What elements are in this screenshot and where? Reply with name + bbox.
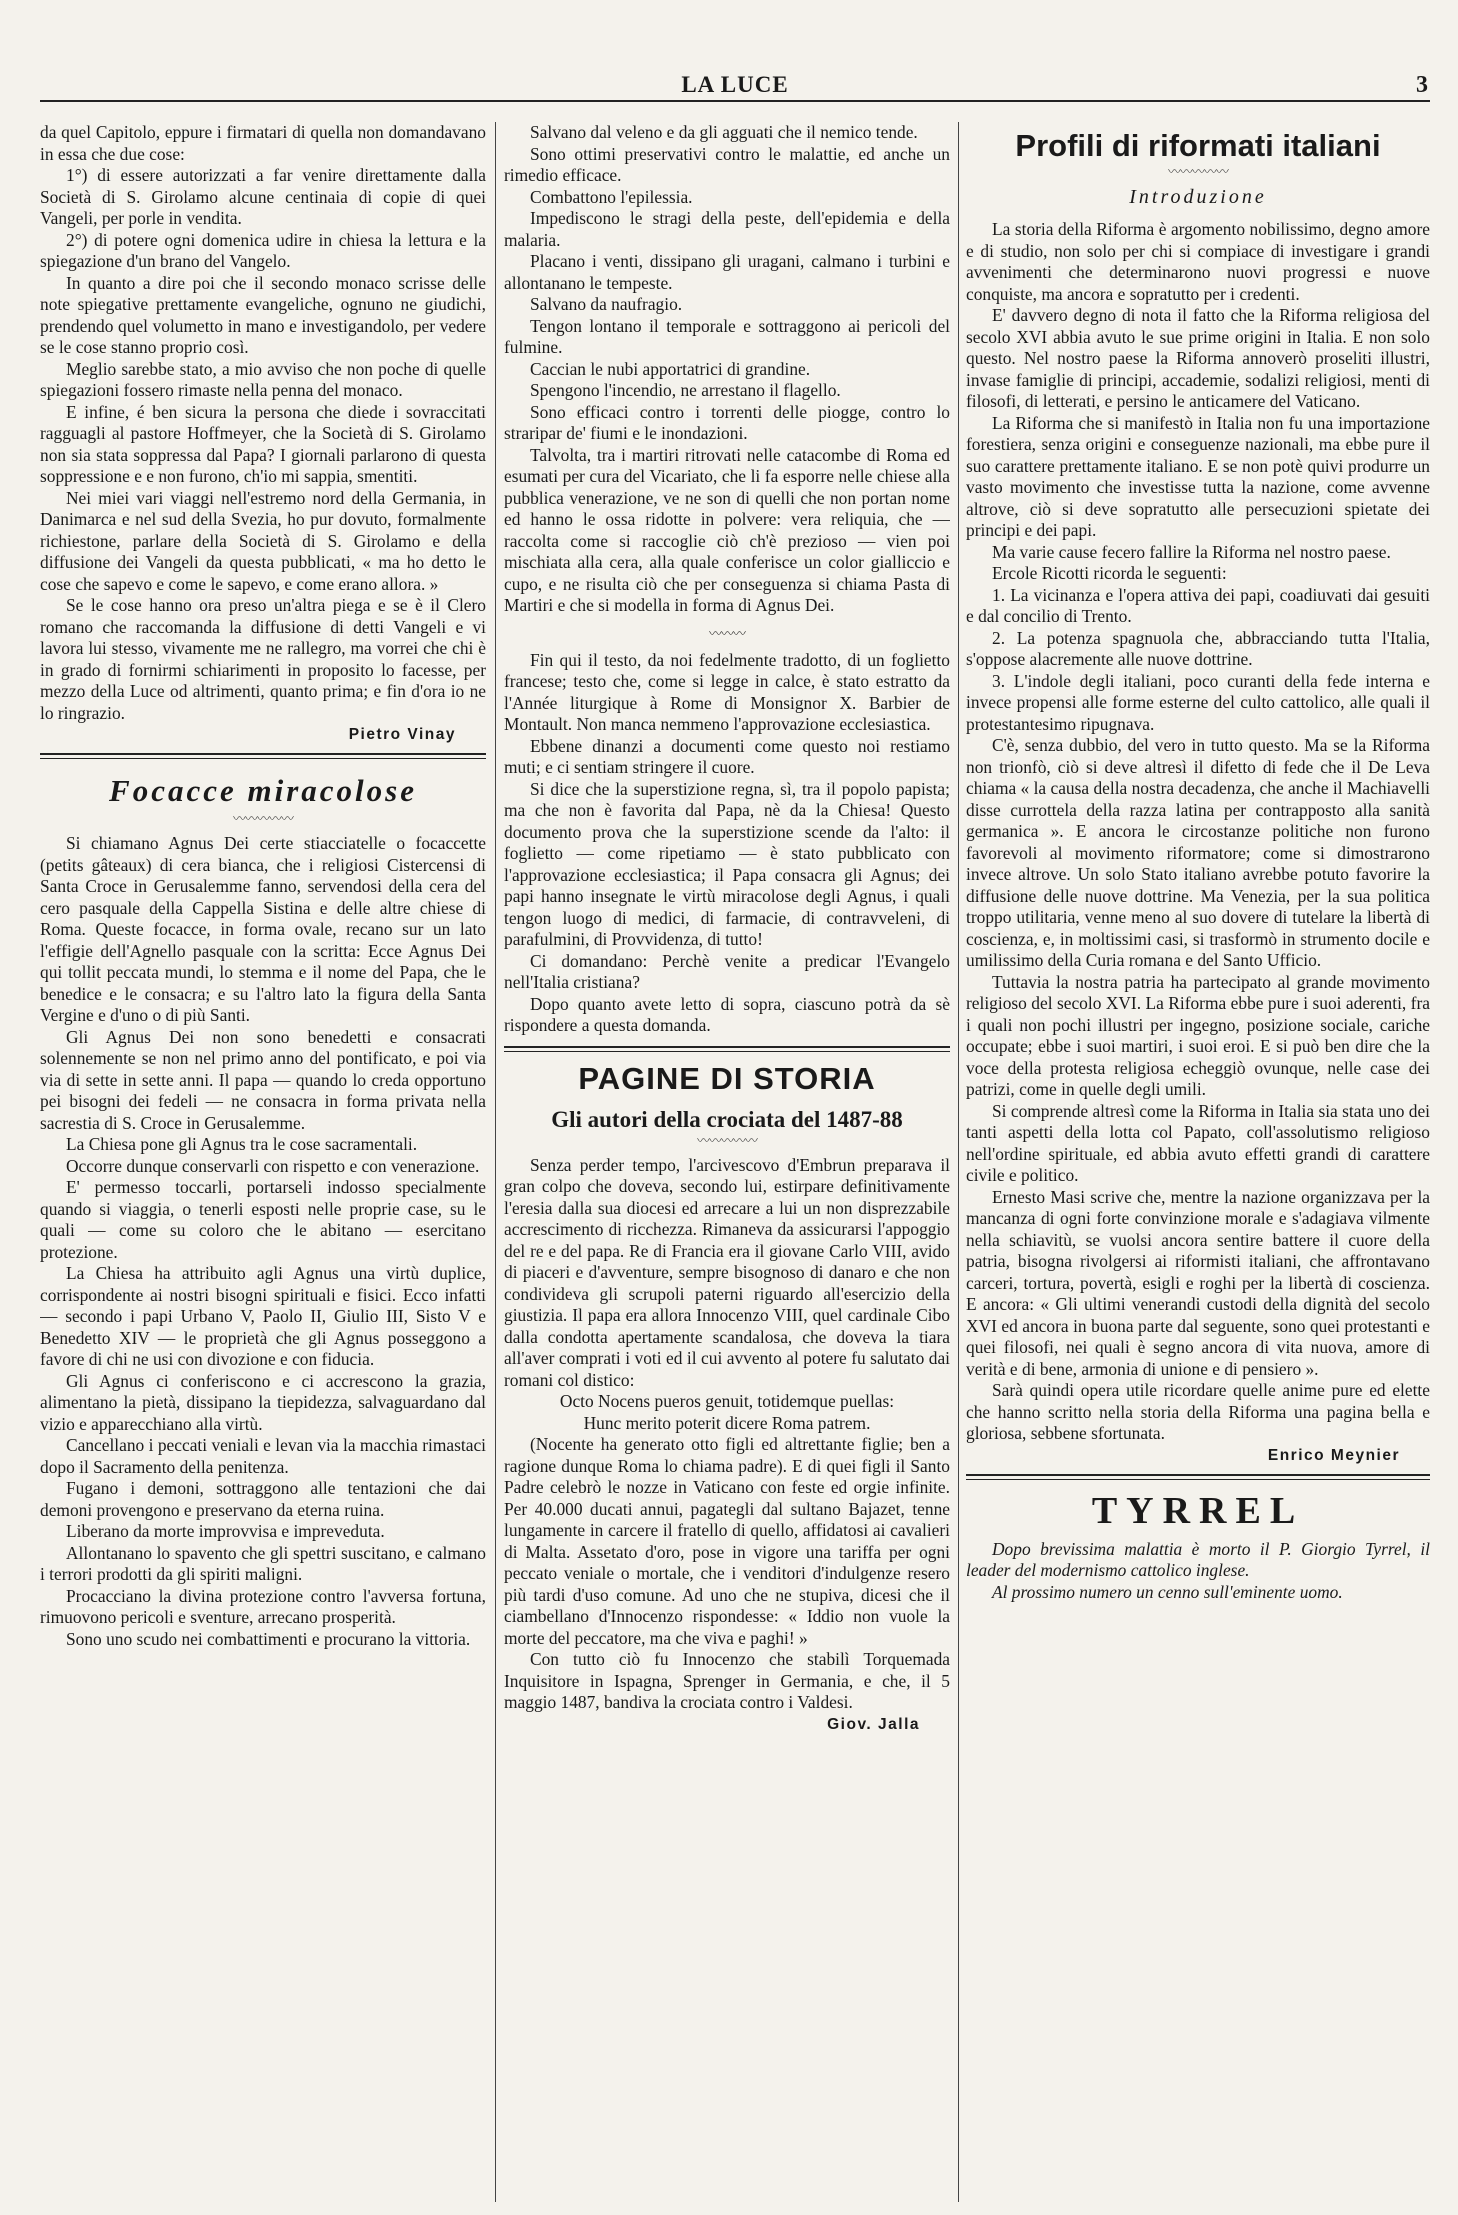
section-divider [966, 1474, 1430, 1480]
column-rule-2 [958, 122, 959, 2202]
paragraph: Liberano da morte improvvisa e impreveduta. [66, 1521, 385, 1541]
paragraph: Spengono l'incendio, ne arrestano il flagello. [530, 380, 841, 400]
paragraph: Al prossimo numero un cenno sull'eminente uomo. [992, 1581, 1343, 1602]
paragraph: E infine, é ben sicura la persona che diede i sovraccitati ragguagli al pastore Hoffmeyer, che la Società di S. Girolamo non sia stata soppressa dal Papa? I giornali parlarono di questa soppressione e e non furono, ch'io mi sappia, smentiti. [40, 401, 486, 486]
paragraph: Procacciano la divina protezione contro l'avversa fortuna, rimuovono pericoli e sventure, arrecano prosperità. [40, 1585, 486, 1627]
section-divider [40, 753, 486, 759]
paragraph: Ci domandano: Perchè venite a predicar l'Evangelo nell'Italia cristiana? [504, 950, 950, 992]
latin-verse: Octo Nocens pueros genuit, totidemque puellas: [559, 1391, 895, 1411]
paragraph: Gli Agnus ci conferiscono e ci accrescono la grazia, alimentano la pietà, dissipano la tiepidezza, salvaguardano dal vizio e apparecchiano alla virtù. [40, 1370, 486, 1434]
column-3 [966, 122, 1430, 2202]
paragraph: Salvano da naufragio. [530, 294, 683, 314]
article-signature: Giov. Jalla [827, 1715, 920, 1733]
paragraph: Fin qui il testo, da noi fedelmente tradotto, di un foglietto francese; testo che, come si legge in calce, è stato estratto da l'Année liturgique à Rome di Monsignor X. Barbier de Montault. Non manca nemmeno l'approvazione ecclesiastica. [504, 649, 950, 734]
paragraph: La Chiesa pone gli Agnus tra le cose sacramentali. [66, 1134, 418, 1154]
paragraph: La storia della Riforma è argomento nobilissimo, degno amore e di studio, non solo per chi si compiace di investigare i grandi avvenimenti che determinarono nuovi progressi e nuove conquiste, ma ancora e sopratutto per i credenti. [966, 219, 1430, 304]
paragraph: 1. La vicinanza e l'opera attiva dei papi, coadiuvati dai gesuiti e dal concilio di Trento. [966, 584, 1430, 626]
page-header [40, 72, 1430, 102]
paragraph: Se le cose hanno ora preso un'altra piega e se è il Clero romano che raccomanda la diffusione di detti Vangeli e vi lavora lui stesso, vivamente me ne rallegro, ma vorrei che chi è in grado di fornirmi schiarimenti in proposito lo facesse, per mezzo della Luce od altrimenti, quanto prima; e fin d'ora io ne lo ringrazio. [40, 595, 486, 723]
wavy-ornament: 〰〰〰〰〰 [1167, 164, 1228, 179]
paragraph: Meglio sarebbe stato, a mio avviso che non poche di quelle spiegazioni fossero rimaste nella penna del monaco. [40, 358, 486, 400]
paragraph: Salvano dal veleno e da gli agguati che il nemico tende. [530, 122, 918, 142]
paragraph: Fugano i demoni, sottraggono alle tentazioni che dai demoni provengono e preservano da eterna ruina. [40, 1478, 486, 1520]
paragraph: Dopo brevissima malattia è morto il P. Giorgio Tyrrel, il leader del modernismo cattolico inglese. [966, 1538, 1430, 1580]
article-signature: Enrico Meynier [1267, 1446, 1400, 1464]
paragraph: Sono uno scudo nei combattimenti e procurano la vittoria. [66, 1628, 471, 1649]
paragraph: Si comprende altresì come la Riforma in Italia sia stata uno dei tanti aspetti della lotta col Papato, coll'assolutismo religioso nell'ordine spirituale, ed abbia avuto effetti grandi di carattere civile e politico. [966, 1100, 1430, 1185]
paragraph: Allontanano lo spavento che gli spettri suscitano, e calmano i terrori prodotti da gli spiriti maligni. [40, 1542, 486, 1584]
paragraph: E' davvero degno di nota il fatto che la Riforma religiosa del secolo XVI abbia avuto le sue prime origini in Italia. E non solo questo. Nel nostro paese la Riforma annoverò proseliti illustri, invase famiglie di principi, accademie, sodalizi religiosi, menti di filosofi, di letterati, e persino le anticamere del Vaticano. [966, 305, 1430, 411]
column-rule-1 [495, 122, 496, 2202]
paragraph: Gli Agnus Dei non sono benedetti e consacrati solennemente se non nel primo anno del pontificato, e poi via via di sette in sette anni. Il papa — quando lo creda opportuno pei bisogni dei fedeli — ne consacra in forma privata nella sacrestia di S. Croce in Gerusalemme. [40, 1026, 486, 1133]
paragraph: Dopo quanto avete letto di sopra, ciascuno potrà da sè rispondere a questa domanda. [504, 993, 950, 1035]
wavy-ornament: 〰〰〰〰〰 [232, 811, 293, 826]
article-signature: Pietro Vinay [348, 726, 456, 743]
paragraph: La Chiesa ha attribuito agli Agnus una virtù duplice, corrispondente ai nostri bisogni spirituali e fisici. Ecco infatti — secondo i papi Urbano V, Paolo II, Giulio III, Sisto V e Benedetto XIV — le proprietà che gli Agnus posseggono a favore di chi ne usi con divozione e con fiducia. [40, 1263, 486, 1369]
article-title: TYRREL [1091, 1489, 1305, 1532]
paragraph: Si chiamano Agnus Dei certe stiacciatelle o focaccette (petits gâteaux) di cera bianca, che i religiosi Cistercensi di Santa Croce in Gerusalemme fanno, servendosi della cera del cero pasquale della Cappella Sistina e delle altre chiese di Roma. Queste focacce, in forma ovale, recano sur un lato l'effigie dell'Agnello pasquale con la scritta: Ecce Agnus Dei qui tollit peccata mundi, lo stemma e il nome del Papa, che le benedice e le consacra; e su l'altro lato la figura della Santa Vergine e d'uno o di più Santi. [40, 833, 486, 1025]
paragraph: Sarà quindi opera utile ricordare quelle anime pure ed elette che hanno scritto nella storia della Riforma una pagina bella e gloriosa, sebbene sfortunata. [966, 1380, 1430, 1443]
paragraph: da quel Capitolo, eppure i firmatari di quella non domandavano in essa che due cose: [40, 122, 486, 164]
paragraph: Ernesto Masi scrive che, mentre la nazione organizzava per la mancanza di ogni forte convinzione morale e s'adagiava vilmente nella schiavitù, se vuolsi ancora sentire battere il cuore della patria, bisogna rivolgersi ai riformisti italiani, che affrontavano carceri, tortura, povertà, esigli e roghi per la libertà di coscienza. E ancora: « Gli ultimi venerandi custodi della dignità del secolo XVI ed ancora in buona parte dal seguente, sono quei protestanti e quei filosofi, nei quali è segno ancora di vita nuova, amore di verità e di bene, armonia di unione e di pensiero ». [966, 1186, 1430, 1379]
paragraph: Si dice che la superstizione regna, sì, tra il popolo papista; ma che non è favorita dal Papa, nè da la Chiesa! Questo documento prova che la superstizione scende da l'alto: il foglietto — come ripetiamo — è stato pubblicato con l'approvazione ecclesiastica; il Papa consacra gli Agnus; dei papi hanno insegnate le virtù miracolose degli Agnus, i quali tengon luogo di medici, di farmacie, di contravveleni, di parafulmini, di Provvidenza, di tutto! [504, 778, 950, 949]
paragraph: (Nocente ha generato otto figli ed altrettante figlie; ben a ragione dunque Roma lo chiama padre). E di quei figli il Santo Padre celebrò le nozze in Vaticano con feste ed orgie infinite. Per 40.000 ducati annui, pagategli dal sultano Bajazet, tenne lungamente in carcere il fratello di quello, affidatosi ai cavalieri di Malta. Assetato d'oro, pose in vigore una tariffa per ogni peccato veniale o mortale, che i venditori d'indulgenze resero più tardi d'uso comune. Ad uno che ne stupiva, dicesi che il ciambellano d'Innocenzo rispondesse: « Iddio non vuole la morte del peccatore, ma che viva e paghi! » [504, 1434, 950, 1648]
paragraph: Con tutto ciò fu Innocenzo che stabilì Torquemada Inquisitore in Ispagna, Sprenger in Germania, e che, il 5 maggio 1487, bandiva la crociata contro i Valdesi. [504, 1649, 950, 1712]
paragraph: Talvolta, tra i martiri ritrovati nelle catacombe di Roma ed esumati per cura del Vicariato, che li fa esporre nelle chiese alla pubblica venerazione, ve ne son di quelli che non portan nome ed hanno le ossa ridotte in polvere: vera reliquia, che — raccolta come si raccoglie ciò ch'è prezioso — vien poi mischiata alla cera, alla quale conferisce un color gialliccio e cupo, e ne risulta ciò che per conseguenza si chiama Pasta di Martiri e che si modella in forma di Agnus Dei. [504, 444, 950, 615]
paragraph: Ercole Ricotti ricorda le seguenti: [992, 563, 1227, 583]
paragraph: Combattono l'epilessia. [530, 186, 693, 207]
article-subtitle: Introduzione [1129, 186, 1267, 208]
paragraph: Sono ottimi preservativi contro le malattie, ed anche un rimedio efficace. [504, 143, 950, 185]
paragraph: 1°) di essere autorizzati a far venire direttamente dalla Società di S. Girolamo alcune centinaia di copie di quei Vangeli, per porle in vendita. [40, 165, 486, 228]
column-2 [504, 122, 950, 2202]
paragraph: Occorre dunque conservarli con rispetto e con venerazione. [66, 1155, 480, 1176]
paragraph: Impediscono le stragi della peste, dell'epidemia e della malaria. [504, 208, 950, 250]
paragraph: Placano i venti, dissipano gli uragani, calmano i turbini e allontanano le tempeste. [504, 251, 950, 293]
wavy-ornament: 〰〰〰〰〰 [696, 1132, 757, 1148]
paragraph: Nei miei vari viaggi nell'estremo nord della Germania, in Danimarca e nel sud della Svezia, ho pur dovuto, formalmente richiestone, parlare della Società di S. Girolamo e della diffusione dei Vangeli da questa pubblicati, « ma ho detto le cose che sapevo e come le sapevo, e come erano allora. » [40, 487, 486, 594]
paragraph: 2. La potenza spagnuola che, abbracciando tutta l'Italia, s'oppose alacremente alle nuove dottrine. [966, 627, 1430, 669]
article-title: Gli autori della crociata del 1487-88 [551, 1106, 903, 1132]
paragraph: Tuttavia la nostra patria ha partecipato al grande movimento religioso del secolo XVI. La Riforma ebbe pure i suoi aderenti, fra i quali non pochi illustri per ingegno, posizione sociale, cariche occupate; ebbe i suoi martiri, i suoi eroi. E si può ben dire che la voce della protesta religiosa echeggiò ovunque, nelle case dei patrizi, come in quelle degli umili. [966, 971, 1430, 1099]
page-number: 3 [1416, 72, 1428, 98]
paragraph: Ebbene dinanzi a documenti come questo noi restiamo muti; e ci sentiam stringere il cuore. [504, 735, 950, 777]
paragraph: Cancellano i peccati veniali e levan via la macchia rimastaci dopo il Sacramento della penitenza. [40, 1435, 486, 1477]
paragraph: Ma varie cause fecero fallire la Riforma nel nostro paese. [992, 541, 1391, 562]
columns [40, 122, 1430, 2202]
paragraph: In quanto a dire poi che il secondo monaco scrisse delle note spiegative prettamente evangeliche, ognuno ne giudichi, prendendo quel volumetto in mano e investigandolo, per vedere se le cose stanno proprio così. [40, 272, 486, 357]
paragraph: Senza perder tempo, l'arcivescovo d'Embrun preparava il gran colpo che doveva, secondo lui, estirpare definitivamente l'eresia dalla sua diocesi ed arrecare a lui un non disprezzabile accrescimento di ricchezza. Rimaneva da assicurarsi l'appoggio del re e del papa. Re di Francia era il giovane Carlo VIII, avido di piaceri e d'avventure, sempre bisognoso di danaro e che non condivideva gli scrupoli paterni riguardo all'esercizio della giustizia. Il papa era allora Innocenzo VIII, quel cardinale Cibo dalla condotta apertamente scandalosa, che doveva la tiara all'aver comprati i voti ed il cui avvento al potere fu salutato dai romani col distico: [504, 1154, 950, 1390]
wavy-ornament: 〰〰〰 [708, 625, 745, 641]
paragraph: 2°) di potere ogni domenica udire in chiesa la lettura e la spiegazione d'un brano del Vangelo. [40, 229, 486, 271]
paragraph: C'è, senza dubbio, del vero in tutto questo. Ma se la Riforma non trionfò, ciò si deve altresì il difetto di fede che il De Leva chiama « la causa della nostra decadenza, che anche il Machiavelli disse currottela della razza latina per contrapposto alla sanità germanica ». E ancora le circostanze politiche non furono favorevoli al movimento riformatore; come si dimostrarono invece altrove. Un solo Stato italiano avrebbe potuto favorire la diffusione delle nuove dottrine. Ma Venezia, per la sua politica troppo utilitaria, venne meno al suo dovere di tutelare la libertà di coscienza, e, in moltissimi casi, si trasformò in strumento docile e umilissimo della Curia romana e del Santo Ufficio. [966, 735, 1430, 970]
section-title: PAGINE DI STORIA [578, 1060, 876, 1096]
paragraph: Tengon lontano il temporale e sottraggono ai pericoli del fulmine. [504, 315, 950, 357]
latin-verse: Hunc merito poterit dicere Roma patrem. [583, 1412, 871, 1433]
article-title: Profili di riformati italiani [1015, 128, 1381, 163]
column-1 [40, 122, 486, 2202]
paragraph: Caccian le nubi apportatrici di grandine. [530, 358, 811, 379]
paragraph: E' permesso toccarli, portarseli indosso specialmente quando si viaggia, o tenerli esposti nelle proprie case, su le quali — come su coloro che le abitano — esercitano protezione. [40, 1177, 486, 1262]
paragraph: Sono efficaci contro i torrenti delle piogge, contro lo straripar de' fiumi e le inondazioni. [504, 401, 950, 443]
paragraph: 3. L'indole degli italiani, poco curanti della fede interna e invece propensi alle forme esterne del culto cattolico, alle quali il protestantesimo ripugnava. [966, 670, 1430, 734]
paragraph: La Riforma che si manifestò in Italia non fu una importazione forestiera, senza origini e conseguenze nazionali, ma ebbe pure il suo carattere prettamente italiano. E se non potè quivi produrre un vasto movimento che investisse tutta la nazione, come avvenne altrove, ciò si deve sopratutto alle persecuzioni spietate dei principi e dei papi. [966, 412, 1430, 540]
section-divider [504, 1046, 950, 1052]
newspaper-title: LA LUCE [681, 72, 789, 97]
article-title: Focacce miracolose [109, 773, 417, 808]
